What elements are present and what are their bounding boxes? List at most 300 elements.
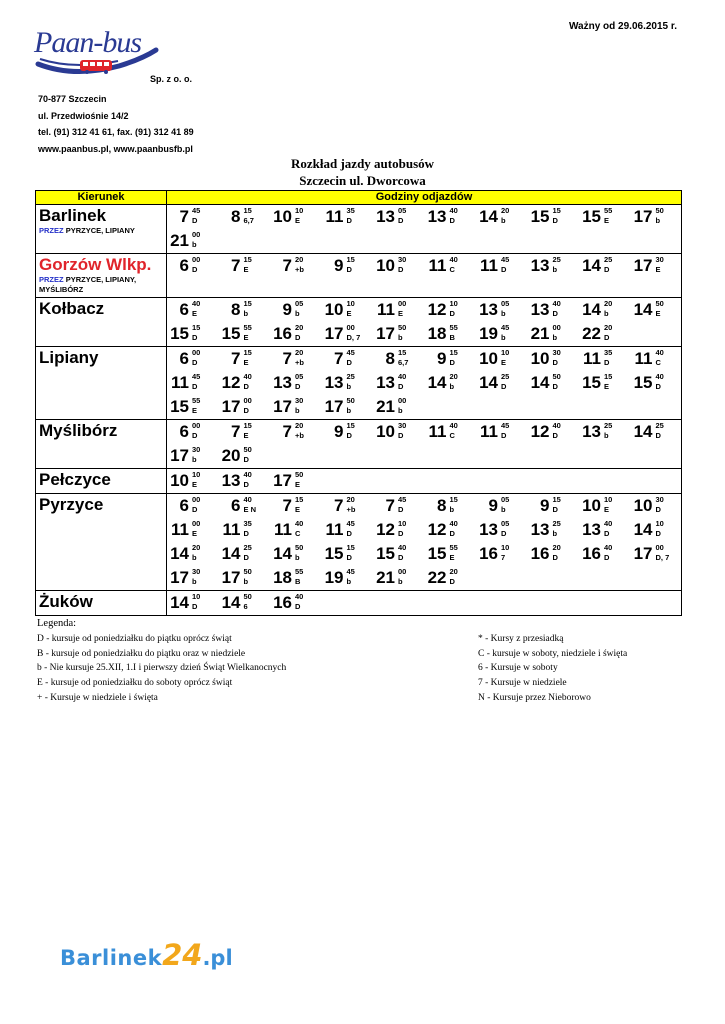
- departures-cell: [167, 591, 682, 616]
- departure-time: [582, 518, 631, 542]
- departure-time: [633, 371, 683, 395]
- departure-time: [325, 205, 374, 229]
- departure-time: [273, 591, 322, 615]
- departure-code: D: [398, 382, 404, 391]
- departure-time: [427, 566, 477, 590]
- departure-hour: 7: [334, 496, 344, 515]
- departure-time: [427, 205, 477, 229]
- departure-time: [276, 347, 322, 371]
- departure-code: D: [449, 216, 455, 225]
- departure-time: [379, 494, 425, 518]
- departure-minute: 00: [346, 323, 355, 332]
- destination-row: [36, 591, 682, 616]
- departure-time: [173, 298, 219, 322]
- departure-minute: 45: [192, 372, 201, 381]
- departure-minute: 50: [243, 567, 252, 576]
- departure-code: b: [398, 406, 403, 415]
- departure-minute: 10: [604, 495, 613, 504]
- departure-code: D: [604, 553, 610, 562]
- timetable-titles: [0, 155, 725, 189]
- departure-time: [479, 298, 528, 322]
- departure-hour: 13: [376, 373, 395, 392]
- departure-hour: 10: [170, 471, 189, 490]
- departure-time: [276, 254, 322, 278]
- destination-name: Barlinek: [39, 206, 107, 225]
- departure-time: [170, 566, 219, 590]
- departure-code: E: [398, 309, 404, 318]
- departure-minute: 00: [192, 495, 201, 504]
- departure-minute: 35: [243, 519, 252, 528]
- departure-hour: 13: [273, 373, 292, 392]
- departure-hour: 7: [231, 256, 241, 275]
- departure-time: [273, 542, 322, 566]
- departure-hour: 11: [325, 520, 344, 539]
- departure-hour: 12: [530, 422, 550, 441]
- departure-minute: 50: [655, 206, 664, 215]
- departure-time: [173, 205, 219, 229]
- destination-cell: [36, 347, 167, 420]
- departure-code: D: [655, 529, 661, 538]
- departure-hour: 15: [427, 544, 447, 563]
- departure-hour: 11: [428, 256, 447, 275]
- legend-right-column: [478, 632, 627, 706]
- legend-item: E - kursuje od poniedziałku do soboty oprócz świąt: [37, 678, 233, 689]
- departure-hour: 6: [179, 256, 189, 275]
- departure-time: [428, 254, 477, 278]
- departure-minute: 25: [552, 255, 561, 264]
- departure-time: [376, 420, 425, 444]
- departure-minute: 10: [192, 592, 201, 601]
- destination-row: [36, 298, 682, 347]
- destination-name: Żuków: [39, 592, 93, 611]
- departure-minute: 45: [192, 206, 201, 215]
- departure-minute: 10: [295, 206, 304, 215]
- departure-minute: 15: [449, 495, 458, 504]
- departure-minute: 15: [398, 348, 407, 357]
- departure-time: [170, 591, 219, 615]
- departure-hour: 16: [273, 324, 292, 343]
- departure-minute: 45: [501, 255, 510, 264]
- logo-text: Paan-bus: [34, 26, 141, 59]
- address-line: ul. Przedwiośnie 14/2: [38, 110, 129, 121]
- barlinek24-logo: [60, 938, 233, 974]
- departure-minute: 20: [552, 543, 561, 552]
- departure-code: E: [243, 333, 249, 342]
- departure-code: b: [192, 577, 197, 586]
- legend-item: D - kursuje od poniedziałku do piątku oprócz świąt: [37, 634, 232, 644]
- departure-hour: 17: [221, 397, 241, 416]
- page-subtitle: Szczecin ul. Dworcowa: [299, 173, 426, 188]
- departure-hour: 14: [221, 593, 241, 612]
- departure-minute: 25: [501, 372, 510, 381]
- departure-time: [225, 298, 271, 322]
- departure-minute: 40: [449, 255, 458, 264]
- departure-time: [633, 494, 683, 518]
- departure-minute: 40: [604, 519, 613, 528]
- departure-time: [427, 518, 477, 542]
- departure-code: D: [346, 216, 352, 225]
- departure-time: [582, 371, 631, 395]
- departure-hour: 10: [530, 349, 550, 368]
- departure-time: [273, 371, 322, 395]
- departure-minute: 55: [243, 323, 252, 332]
- departure-code: D: [192, 265, 198, 274]
- departure-minute: 45: [501, 323, 510, 332]
- departure-time: [376, 371, 425, 395]
- departure-time: [427, 298, 477, 322]
- departure-hour: 13: [530, 256, 550, 275]
- departure-code: D: [501, 529, 507, 538]
- departure-hour: 11: [171, 520, 189, 539]
- departure-code: D: [604, 333, 610, 342]
- departure-minute: 15: [346, 255, 355, 264]
- paanbus-logo: [34, 26, 159, 80]
- departure-minute: 00: [243, 396, 252, 405]
- departure-time: [376, 395, 425, 419]
- departure-code: D: [398, 529, 404, 538]
- departure-code: D: [346, 431, 352, 440]
- departure-time: [170, 444, 219, 468]
- departure-code: b: [243, 577, 249, 586]
- departure-time: [479, 542, 528, 566]
- departure-line: [167, 254, 681, 278]
- departure-hour: 21: [376, 397, 395, 416]
- departure-code: E: [295, 480, 301, 489]
- departure-time: [221, 566, 271, 590]
- departures-cell: [167, 420, 682, 469]
- legend-item: 6 - Kursuje w soboty: [478, 663, 558, 674]
- departure-time: [431, 494, 477, 518]
- departure-code: D: [398, 265, 404, 274]
- destination-name: Kołbacz: [39, 299, 105, 318]
- departure-code: D: [501, 431, 507, 440]
- departure-minute: 15: [243, 255, 252, 264]
- departure-hour: 6: [179, 349, 189, 368]
- departure-minute: 50: [295, 543, 304, 552]
- address-line: www.paanbus.pl, www.paanbusfb.pl: [38, 143, 193, 154]
- departure-minute: 10: [346, 299, 355, 308]
- departure-time: [633, 420, 683, 444]
- departure-time: [530, 420, 580, 444]
- departure-code: b: [449, 382, 455, 391]
- departure-time: [221, 395, 271, 419]
- column-header-times: Godziny odjazdów: [167, 191, 682, 205]
- departure-code: E: [604, 382, 610, 391]
- departure-time: [530, 371, 580, 395]
- departure-time: [530, 298, 580, 322]
- departure-code: b: [655, 216, 661, 225]
- departure-time: [324, 566, 374, 590]
- departure-time: [173, 518, 219, 542]
- departure-hour: 13: [530, 300, 550, 319]
- departure-hour: 8: [231, 207, 241, 226]
- departure-minute: 15: [243, 348, 252, 357]
- destination-name: Myślibórz: [39, 421, 118, 440]
- departure-code: 6,7: [398, 358, 409, 367]
- departure-time: [479, 347, 528, 371]
- destination-row: [36, 494, 682, 591]
- departure-line: [167, 542, 681, 566]
- departure-time: [582, 205, 631, 229]
- timetable: [35, 190, 682, 616]
- departure-minute: 15: [243, 299, 252, 308]
- departure-line: [167, 444, 681, 468]
- departure-minute: 20: [295, 323, 304, 332]
- departure-line: [167, 229, 681, 253]
- departure-hour: 18: [273, 568, 292, 587]
- departure-hour: 21: [530, 324, 550, 343]
- departure-code: E: [295, 505, 301, 514]
- via-label: PRZEZ: [39, 226, 64, 235]
- departure-code: E: [243, 265, 249, 274]
- departure-minute: 10: [398, 519, 407, 528]
- departure-code: D, 7: [655, 553, 670, 562]
- departure-hour: 15: [582, 373, 601, 392]
- departure-minute: 10: [192, 470, 201, 479]
- departure-hour: 17: [273, 397, 292, 416]
- legend-item: N - Kursuje przez Nieborowo: [478, 692, 591, 703]
- departure-minute: 40: [243, 372, 252, 381]
- departure-hour: 12: [221, 373, 241, 392]
- departure-time: [221, 371, 271, 395]
- departure-code: D: [552, 431, 558, 440]
- destination-cell: [36, 254, 167, 298]
- departure-minute: 40: [655, 348, 664, 357]
- departure-minute: 05: [501, 495, 510, 504]
- departure-minute: 15: [243, 421, 252, 430]
- departure-time: [225, 494, 271, 518]
- legend-title: Legenda:: [37, 618, 77, 629]
- departure-code: +b: [295, 265, 304, 274]
- departure-hour: 17: [170, 568, 189, 587]
- departure-time: [582, 322, 631, 346]
- departure-hour: 14: [273, 544, 292, 563]
- departure-hour: 6: [179, 496, 189, 515]
- departure-time: [170, 322, 219, 346]
- departure-time: [324, 371, 374, 395]
- departure-hour: 9: [540, 496, 550, 515]
- departure-minute: 05: [295, 299, 304, 308]
- departure-time: [273, 395, 322, 419]
- departure-time: [225, 347, 271, 371]
- departure-code: b: [552, 265, 558, 274]
- departure-minute: 10: [655, 519, 664, 528]
- departure-code: D: [552, 309, 558, 318]
- departure-time: [276, 494, 322, 518]
- departure-hour: 15: [582, 207, 601, 226]
- departure-hour: 11: [428, 422, 447, 441]
- departure-hour: 11: [480, 422, 498, 441]
- departure-minute: 30: [655, 495, 664, 504]
- departure-time: [173, 254, 219, 278]
- destination-cell: [36, 420, 167, 469]
- departure-hour: 14: [479, 373, 498, 392]
- departures-cell: [167, 469, 682, 494]
- departure-minute: 15: [243, 206, 252, 215]
- departure-minute: 50: [655, 299, 664, 308]
- departure-time: [479, 518, 528, 542]
- departure-minute: 40: [398, 543, 407, 552]
- departure-time: [324, 298, 374, 322]
- departure-time: [582, 494, 631, 518]
- departure-time: [427, 371, 477, 395]
- departure-hour: 12: [376, 520, 395, 539]
- departure-hour: 14: [170, 544, 189, 563]
- departure-code: D: [449, 577, 455, 586]
- departure-time: [170, 229, 219, 253]
- departure-time: [582, 420, 631, 444]
- departure-minute: 40: [243, 470, 252, 479]
- departure-minute: 15: [604, 372, 613, 381]
- departure-code: D: [192, 431, 198, 440]
- departure-hour: 22: [582, 324, 601, 343]
- footer-logo-part: .pl: [202, 946, 233, 970]
- departure-code: E: [655, 265, 661, 274]
- departure-minute: 20: [604, 323, 613, 332]
- departure-minute: 00: [192, 230, 201, 239]
- departure-minute: 10: [501, 348, 510, 357]
- departure-hour: 10: [376, 422, 395, 441]
- departure-minute: 50: [346, 396, 355, 405]
- via-towns: PYRZYCE, LIPIANY: [65, 226, 135, 235]
- departure-minute: 15: [552, 495, 561, 504]
- departure-time: [324, 542, 374, 566]
- company-address: [38, 91, 194, 157]
- departure-hour: 9: [437, 349, 447, 368]
- departure-hour: 17: [221, 568, 241, 587]
- departure-hour: 15: [633, 373, 653, 392]
- departure-time: [582, 542, 631, 566]
- departure-time: [379, 298, 425, 322]
- departure-code: 6,7: [243, 216, 254, 225]
- departure-minute: 05: [501, 299, 510, 308]
- departure-hour: 14: [582, 300, 601, 319]
- departure-time: [376, 322, 425, 346]
- departure-time: [170, 395, 219, 419]
- departure-time: [225, 420, 271, 444]
- departure-code: D: [655, 382, 661, 391]
- departure-code: D: [243, 382, 249, 391]
- departure-minute: 35: [604, 348, 613, 357]
- departure-time: [273, 469, 322, 493]
- departure-code: D: [449, 358, 455, 367]
- departure-code: D: [192, 505, 198, 514]
- departure-code: D: [243, 529, 249, 538]
- departure-time: [325, 518, 374, 542]
- departure-code: E: [192, 406, 198, 415]
- departure-code: D: [449, 529, 455, 538]
- departure-time: [273, 205, 322, 229]
- departure-code: D: [552, 382, 558, 391]
- address-line: 70-877 Szczecin: [38, 94, 107, 104]
- departure-hour: 6: [179, 422, 189, 441]
- departure-time: [221, 591, 271, 615]
- departure-code: D: [295, 333, 301, 342]
- departure-hour: 10: [324, 300, 344, 319]
- departure-line: [167, 591, 681, 615]
- departure-minute: 30: [192, 445, 201, 454]
- departure-hour: 19: [324, 568, 344, 587]
- via-towns: PYRZYCE, LIPIANY, MYŚLIBÓRZ: [39, 275, 137, 294]
- departure-code: E: [501, 358, 507, 367]
- departure-code: D: [346, 265, 352, 274]
- departure-minute: 40: [449, 519, 458, 528]
- departure-code: E: [243, 431, 249, 440]
- departure-line: [167, 494, 681, 518]
- departure-code: E: [192, 309, 198, 318]
- departure-hour: 14: [530, 373, 550, 392]
- departure-code: b: [501, 333, 506, 342]
- departure-hour: 8: [231, 300, 241, 319]
- destination-cell: [36, 591, 167, 616]
- via-label: PRZEZ: [39, 275, 64, 284]
- departure-hour: 9: [334, 422, 344, 441]
- departure-time: [633, 254, 683, 278]
- departure-time: [170, 542, 219, 566]
- destination-cell: [36, 205, 167, 254]
- departure-minute: 25: [552, 519, 561, 528]
- departure-minute: 40: [398, 372, 407, 381]
- departure-minute: 30: [295, 396, 304, 405]
- destination-cell: [36, 469, 167, 494]
- departure-code: b: [295, 406, 300, 415]
- departure-minute: 40: [604, 543, 613, 552]
- departure-code: D: [243, 553, 249, 562]
- departure-minute: 30: [655, 255, 664, 264]
- departure-line: [167, 420, 681, 444]
- departure-hour: 7: [282, 349, 292, 368]
- address-line: tel. (91) 312 41 61, fax. (91) 312 41 89: [38, 127, 194, 137]
- departure-code: E: [192, 480, 198, 489]
- departure-line: [167, 395, 681, 419]
- departure-hour: 17: [633, 207, 653, 226]
- departure-code: D, 7: [346, 333, 361, 342]
- departure-time: [376, 542, 425, 566]
- departure-code: D: [552, 216, 558, 225]
- departure-time: [633, 298, 683, 322]
- departure-time: [530, 347, 580, 371]
- departure-minute: 45: [346, 567, 355, 576]
- departure-line: [167, 322, 681, 346]
- departure-time: [221, 469, 271, 493]
- departure-time: [324, 322, 374, 346]
- departure-code: D: [346, 358, 352, 367]
- departure-hour: 17: [376, 324, 395, 343]
- departure-code: D: [192, 382, 198, 391]
- departure-hour: 16: [582, 544, 601, 563]
- departure-time: [482, 254, 528, 278]
- departure-code: D: [192, 358, 198, 367]
- departure-time: [530, 254, 580, 278]
- departure-code: +b: [295, 358, 304, 367]
- departure-minute: 40: [295, 592, 304, 601]
- destination-name: Lipiany: [39, 348, 99, 367]
- departure-minute: 40: [449, 206, 458, 215]
- departure-minute: 25: [346, 372, 355, 381]
- departure-hour: 14: [633, 422, 653, 441]
- departure-code: D: [449, 309, 455, 318]
- departure-time: [530, 518, 580, 542]
- departure-code: b: [449, 505, 455, 514]
- departure-time: [376, 518, 425, 542]
- departure-time: [324, 395, 374, 419]
- departure-hour: 15: [376, 544, 395, 563]
- departure-time: [170, 469, 219, 493]
- departure-minute: 20: [449, 567, 458, 576]
- departure-code: b: [243, 309, 249, 318]
- departure-hour: 8: [385, 349, 395, 368]
- departure-code: b: [295, 309, 300, 318]
